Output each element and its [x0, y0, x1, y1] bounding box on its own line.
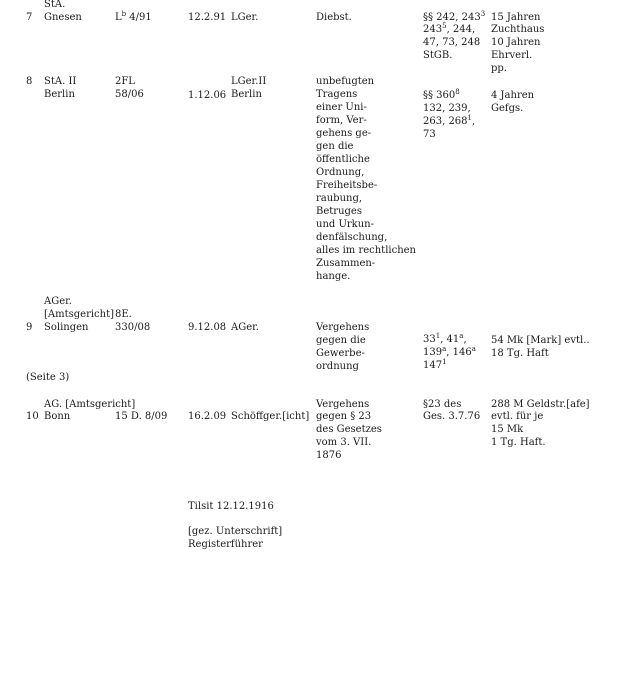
law-line: 73 — [423, 129, 436, 140]
law-line: 132, 239, — [423, 103, 471, 114]
judgment-date: 9.12.08 — [188, 322, 227, 333]
penalty-line: Ehrverl. — [491, 50, 533, 61]
court-line: Gnesen — [44, 12, 82, 23]
file-number: 58/06 — [115, 89, 144, 100]
offense-line: Betruges — [316, 206, 362, 217]
row-number: 8 — [26, 76, 33, 87]
offense-line: gegen § 23 — [316, 411, 372, 422]
penalty-line: 10 Jahren — [491, 37, 541, 48]
judgment-date: 16.2.09 — [188, 411, 227, 422]
offense-line: hange. — [316, 271, 351, 282]
registrar-title: Registerführer — [188, 539, 263, 550]
offense-line: Zusammen- — [316, 258, 376, 269]
penalty-line: 54 Mk [Mark] evtl.. — [491, 335, 590, 346]
offense-line: gehens ge- — [316, 128, 372, 139]
court-line: Bonn — [44, 411, 71, 422]
law-line: 263, $268^1$, — [423, 114, 476, 127]
offense-line: ordnung — [316, 361, 359, 372]
offense-line: vom 3. VII. — [316, 437, 372, 448]
judging-court: LGer.II — [231, 76, 267, 87]
court-line: StA. II — [44, 76, 77, 87]
penalty-line: 288 M Geldstr.[afe] — [491, 399, 590, 410]
offense-line: denfälschung, — [316, 232, 388, 243]
law-line: StGB. — [423, 50, 453, 61]
law-line: 139$^a$, 146$^a$ — [423, 345, 476, 358]
law-line: §§ 242, $243^3$ — [423, 10, 486, 23]
offense-line: Gewerbe- — [316, 348, 365, 359]
court-line: Solingen — [44, 322, 89, 333]
law-line: $33^1$, 41$^a$, — [423, 332, 467, 345]
court-line: [Amtsgericht] — [44, 309, 115, 320]
penalty-line: 18 Tg. Haft — [491, 348, 549, 359]
file-number: 8E. — [115, 309, 132, 320]
judging-court: LGer. — [231, 12, 259, 23]
court-line: Berlin — [44, 89, 75, 100]
penalty-line: evtl. für je — [491, 411, 544, 422]
law-line: $243^5$, 244, — [423, 22, 476, 35]
offense-line: form, Ver- — [316, 115, 367, 126]
penalty-line: 1 Tg. Haft. — [491, 437, 546, 448]
penalty-line: 15 Jahren — [491, 12, 541, 23]
law-line: §23 des — [423, 399, 462, 410]
row-number: 7 — [26, 12, 33, 23]
law-line: $147^1$ — [423, 358, 447, 371]
judging-court: AGer. — [231, 322, 259, 333]
offense-line: Freiheitsbe- — [316, 180, 378, 191]
law-line: 47, 73, 248 — [423, 37, 481, 48]
offense-line: Ordnung, — [316, 167, 365, 178]
offense-line: Vergehens — [316, 399, 370, 410]
judgment-date: 1.12.06 — [188, 90, 227, 101]
court-line: StA. — [44, 0, 66, 10]
offense-line: Vergehens — [316, 322, 370, 333]
page-marker: (Seite 3) — [26, 372, 70, 383]
law-line: Ges. 3.7.76 — [423, 411, 481, 422]
penalty-line: pp. — [491, 63, 507, 74]
offense-line: unbefugten — [316, 76, 375, 87]
offense-line: alles im rechtlichen — [316, 245, 416, 256]
offense-line: Tragens — [316, 89, 358, 100]
penalty-line: 15 Mk — [491, 424, 524, 435]
judgment-date: 12.2.91 — [188, 12, 227, 23]
judging-court: Berlin — [231, 89, 262, 100]
penalty-line: Zuchthaus — [491, 24, 545, 35]
offense-line: raubung, — [316, 193, 363, 204]
offense-line: einer Uni- — [316, 102, 367, 113]
offense-line: öffentliche — [316, 154, 370, 165]
offense-line: und Urkun- — [316, 219, 374, 230]
penalty-line: Gefgs. — [491, 103, 524, 114]
file-number: $L^b$ 4/91 — [115, 10, 152, 23]
offense-line: Diebst. — [316, 12, 352, 23]
offense-line: des Gesetzes — [316, 424, 382, 435]
court-line: AGer. — [44, 296, 72, 307]
file-number: 2FL — [115, 76, 135, 87]
offense-line: gegen die — [316, 335, 366, 346]
law-line: §§ $360^8$ — [423, 88, 460, 101]
offense-line: 1876 — [316, 450, 342, 461]
penalty-line: 4 Jahren — [491, 90, 535, 101]
signature-note: [gez. Unterschrift] — [188, 526, 283, 537]
row-number: 9 — [26, 322, 33, 333]
offense-line: gen die — [316, 141, 354, 152]
file-number: 15 D. 8/09 — [115, 411, 168, 422]
judging-court: Schöffger.[icht] — [231, 411, 310, 422]
file-number: 330/08 — [115, 322, 151, 333]
place-date: Tilsit 12.12.1916 — [188, 501, 274, 512]
row-number: 10 — [26, 411, 39, 422]
court-line: AG. [Amtsgericht] — [44, 399, 136, 410]
